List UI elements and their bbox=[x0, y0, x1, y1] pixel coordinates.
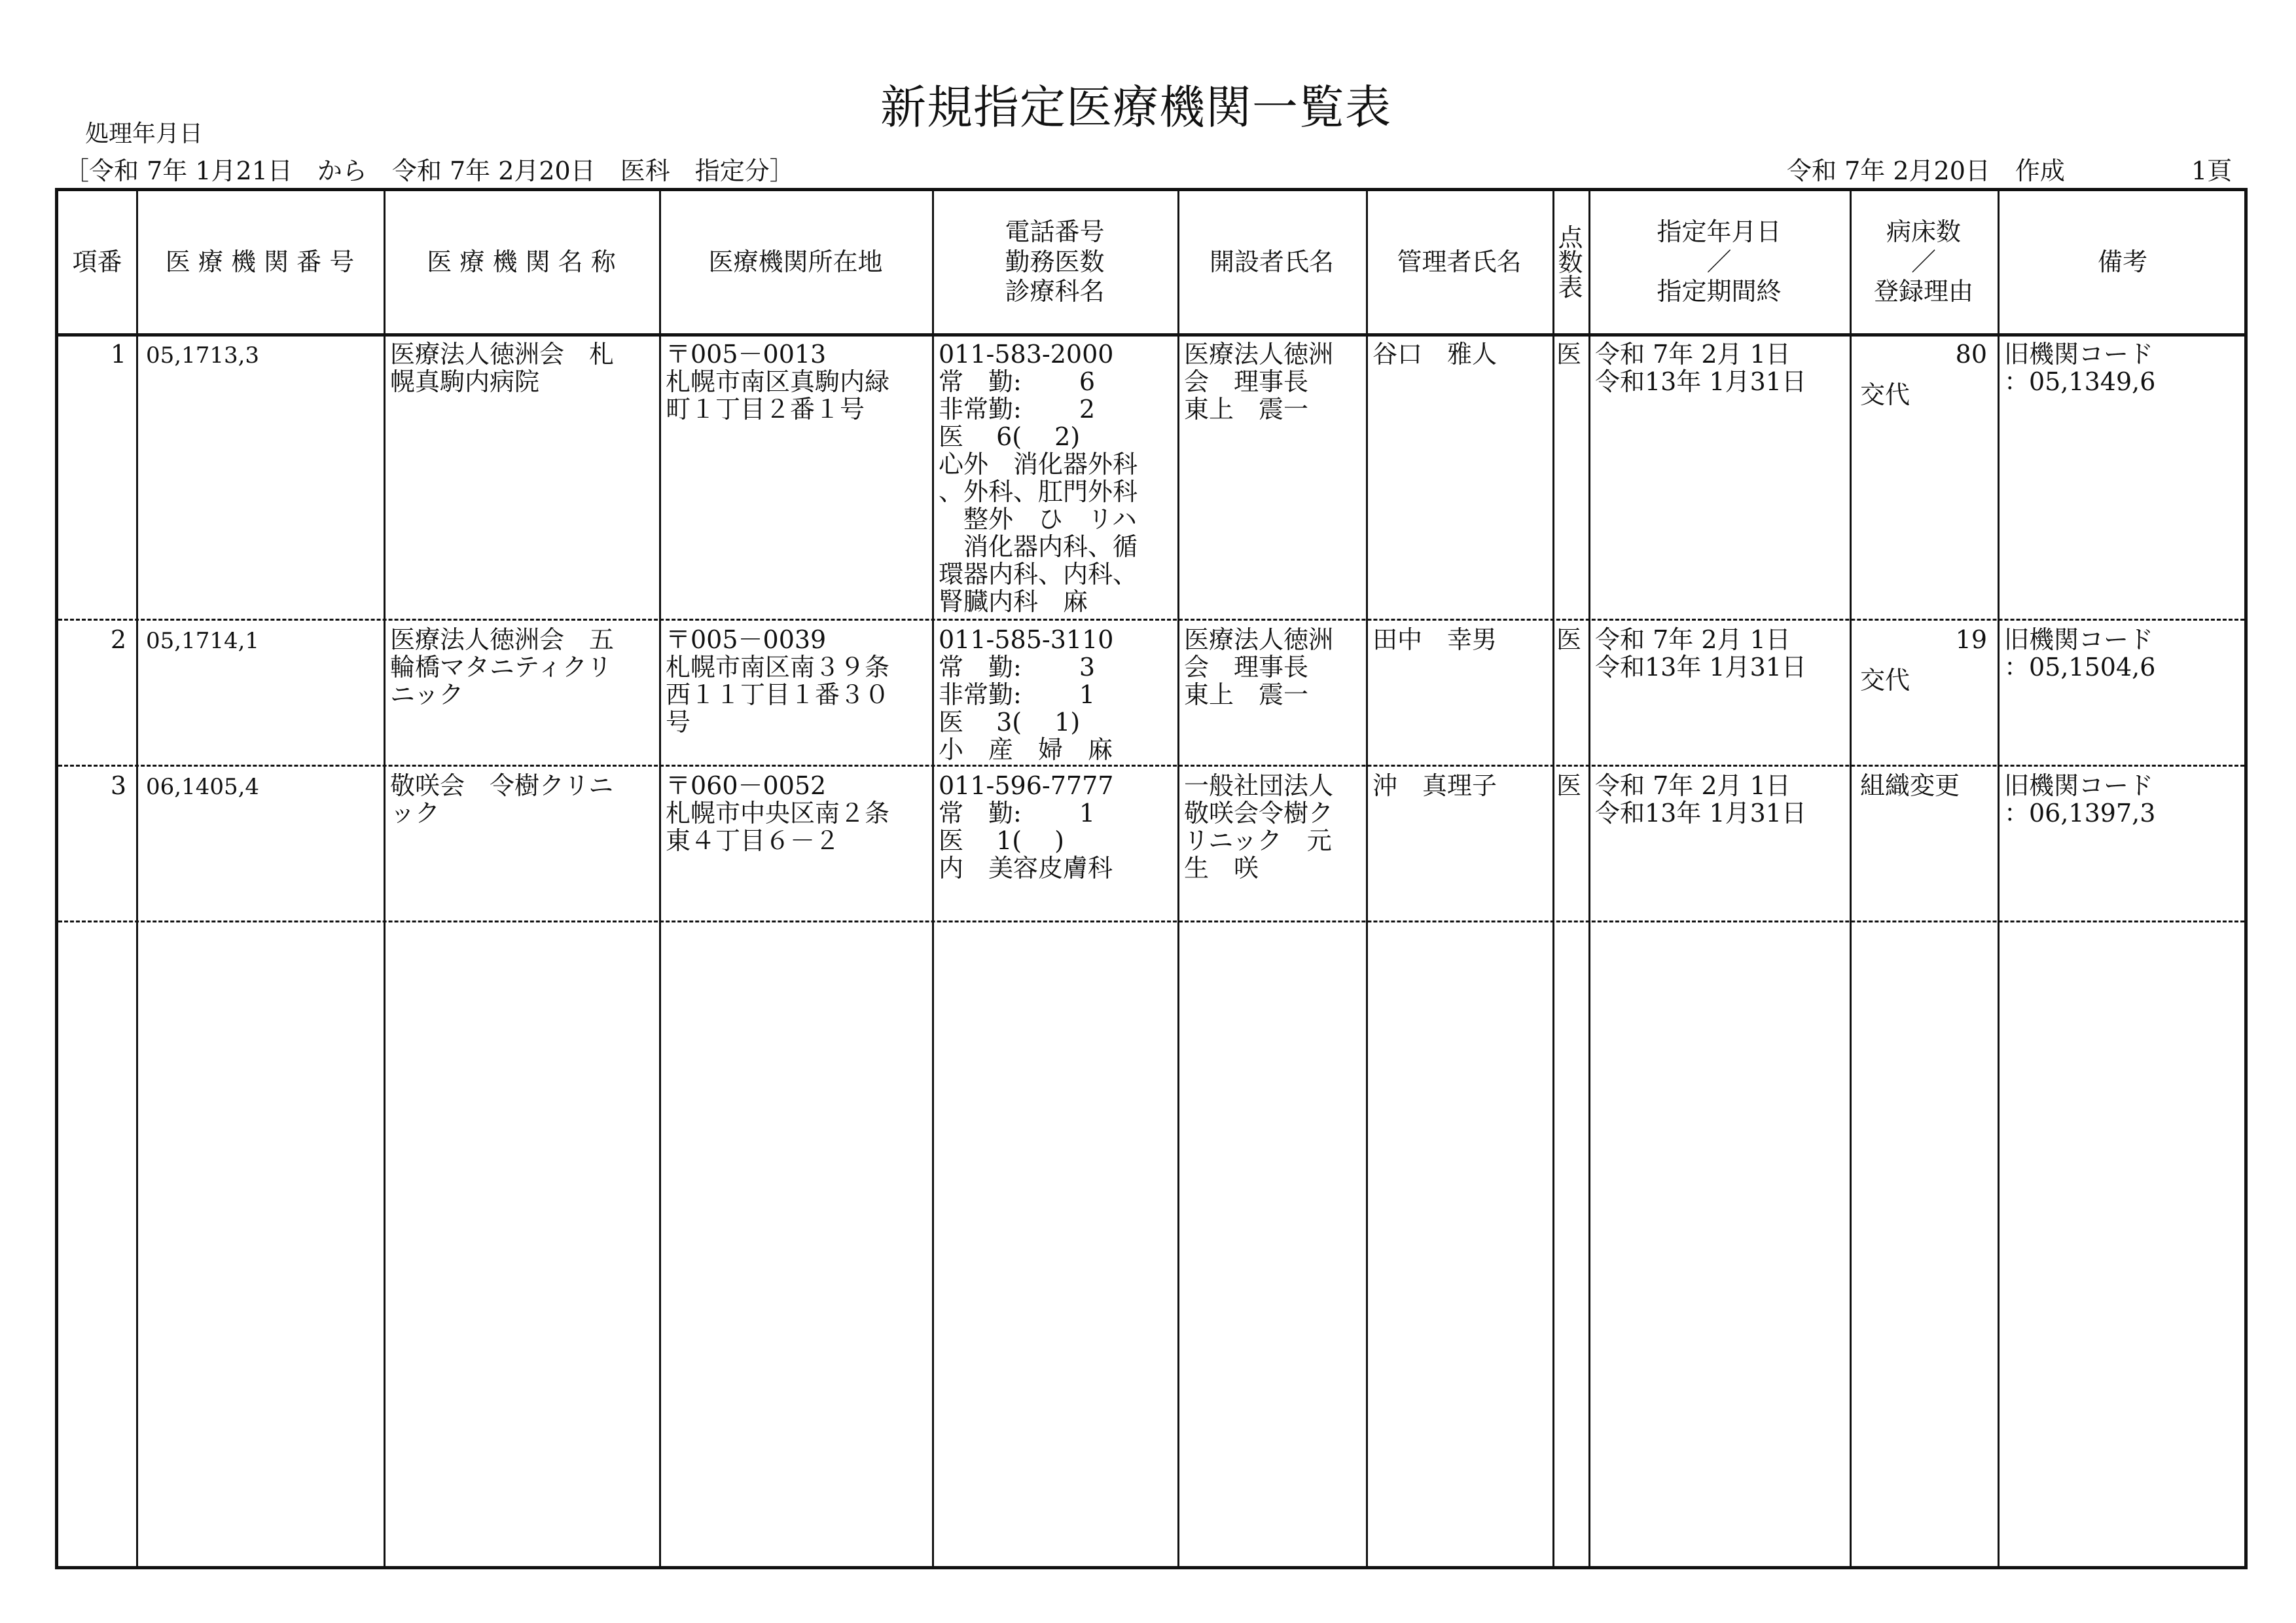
row-3-remarks: 旧機関コード ：06,1397,3 bbox=[2004, 772, 2156, 827]
row-2-code: 05,1714,1 bbox=[146, 628, 260, 654]
header-phone-label: 電話番号 bbox=[1005, 217, 1105, 247]
date-range: ［令和 7年 1月21日 から 令和 7年 2月20日 医科 指定分］ bbox=[64, 156, 795, 185]
row-3-reason: 組織変更 bbox=[1860, 772, 1960, 799]
header-no-label: 項番 bbox=[72, 247, 122, 276]
header-phone bbox=[932, 191, 1177, 333]
row-2-beds: 19 bbox=[1955, 626, 1987, 653]
row-2-founder: 医療法人徳洲 会 理事長 東上 震一 bbox=[1184, 626, 1334, 708]
header-points bbox=[1552, 191, 1588, 333]
header-points-label-1: 点 bbox=[1558, 223, 1583, 252]
column-divider bbox=[1366, 191, 1368, 1566]
header-reason-label: 登録理由 bbox=[1873, 277, 1973, 306]
row-2-phone: 011-585-3110 常 勤: 3 非常勤: 1 医 3( 1) 小 産 婦 麻 bbox=[939, 626, 1114, 763]
header-no bbox=[58, 191, 136, 333]
row-1-date: 令和 7年 2月 1日 令和13年 1月31日 bbox=[1595, 340, 1806, 395]
row-2-name: 医療法人徳洲会 五 輪橋マタニティクリ ニック bbox=[390, 626, 615, 708]
row-3-code: 06,1405,4 bbox=[146, 774, 260, 800]
header-doctors-label: 勤務医数 bbox=[1005, 247, 1105, 276]
header-beds bbox=[1850, 191, 1998, 333]
row-1-address: 〒005－0013 札幌市南区真駒内緑 町１丁目２番１号 bbox=[666, 340, 890, 423]
row-divider bbox=[58, 921, 2244, 922]
column-divider bbox=[384, 191, 386, 1566]
header-address-label: 医療機関所在地 bbox=[708, 247, 883, 276]
header-departments-label: 診療科名 bbox=[1005, 277, 1105, 306]
row-1-manager: 谷口 雅人 bbox=[1372, 340, 1498, 368]
row-1-code: 05,1713,3 bbox=[146, 342, 260, 369]
header-divider bbox=[58, 333, 2244, 337]
column-divider bbox=[1177, 191, 1179, 1566]
column-divider bbox=[136, 191, 138, 1566]
page-title: 新規指定医療機関一覧表 bbox=[880, 81, 1391, 134]
row-3-no: 3 bbox=[110, 772, 126, 799]
row-2-points: 医 bbox=[1556, 626, 1582, 653]
row-3-name: 敬咲会 令樹クリニ ック bbox=[390, 772, 614, 827]
header-name bbox=[384, 191, 659, 333]
header-remarks bbox=[1998, 191, 2248, 333]
header-code bbox=[136, 191, 384, 333]
header-code-label: 医 療 機 関 番 号 bbox=[165, 247, 355, 276]
row-1-remarks: 旧機関コード ：05,1349,6 bbox=[2004, 340, 2156, 395]
column-divider bbox=[659, 191, 661, 1566]
row-2-manager: 田中 幸男 bbox=[1372, 626, 1498, 653]
row-1-reason: 交代 bbox=[1860, 381, 1910, 409]
row-divider bbox=[58, 619, 2244, 621]
header-points-label-3: 表 bbox=[1558, 272, 1583, 302]
header-manager bbox=[1366, 191, 1552, 333]
row-3-address: 〒060－0052 札幌市中央区南２条 東４丁目６－２ bbox=[666, 772, 890, 854]
column-divider bbox=[1998, 191, 2000, 1566]
row-3-points: 医 bbox=[1556, 772, 1582, 799]
header-founder bbox=[1177, 191, 1366, 333]
header-name-label: 医 療 機 関 名 称 bbox=[427, 247, 616, 276]
row-3-manager: 沖 真理子 bbox=[1372, 772, 1498, 799]
header-points-label-2: 数 bbox=[1558, 247, 1583, 277]
header-remarks-label: 備考 bbox=[2097, 247, 2147, 276]
row-1-points: 医 bbox=[1556, 340, 1582, 368]
row-2-remarks: 旧機関コード ：05,1504,6 bbox=[2004, 626, 2156, 681]
row-divider bbox=[58, 765, 2244, 767]
column-divider bbox=[1552, 191, 1554, 1566]
institutions-table bbox=[55, 188, 2248, 1569]
page-number: 1頁 bbox=[2191, 156, 2233, 185]
row-2-reason: 交代 bbox=[1860, 666, 1910, 694]
header-beds-slash: ／ bbox=[1910, 247, 1936, 276]
column-divider bbox=[1588, 191, 1590, 1566]
header-beds-label: 病床数 bbox=[1886, 217, 1961, 247]
row-3-phone: 011-596-7777 常 勤: 1 医 1( ) 内 美容皮膚科 bbox=[939, 772, 1114, 882]
header-date-end-label: 指定期間終 bbox=[1657, 277, 1782, 306]
column-divider bbox=[932, 191, 934, 1566]
header-date-slash: ／ bbox=[1706, 247, 1732, 276]
row-1-founder: 医療法人徳洲 会 理事長 東上 震一 bbox=[1184, 340, 1334, 423]
row-2-address: 〒005－0039 札幌市南区南３９条 西１１丁目１番３０ 号 bbox=[666, 626, 890, 736]
column-divider bbox=[1850, 191, 1852, 1566]
row-1-no: 1 bbox=[110, 340, 126, 368]
header-date bbox=[1588, 191, 1850, 333]
header-manager-label: 管理者氏名 bbox=[1397, 247, 1522, 276]
header-date-label: 指定年月日 bbox=[1657, 217, 1782, 247]
header-address bbox=[659, 191, 932, 333]
row-1-name: 医療法人徳洲会 札 幌真駒内病院 bbox=[390, 340, 615, 395]
row-3-founder: 一般社団法人 敬咲会令樹ク リニック 元 生 咲 bbox=[1184, 772, 1334, 882]
created-date: 令和 7年 2月20日 作成 bbox=[1787, 156, 2065, 185]
row-2-no: 2 bbox=[110, 626, 126, 653]
row-1-phone: 011-583-2000 常 勤: 6 非常勤: 2 医 6( 2) 心外 消化器外科 、外科、肛門外科 整外 ひ リハ 消化器内科、循 環器内科、内科、 腎臓内科 麻 bbox=[939, 340, 1138, 615]
processing-date-label: 処理年月日 bbox=[85, 120, 204, 147]
row-1-beds: 80 bbox=[1955, 340, 1987, 368]
row-2-date: 令和 7年 2月 1日 令和13年 1月31日 bbox=[1595, 626, 1806, 681]
header-founder-label: 開設者氏名 bbox=[1209, 247, 1334, 276]
row-3-date: 令和 7年 2月 1日 令和13年 1月31日 bbox=[1595, 772, 1806, 827]
